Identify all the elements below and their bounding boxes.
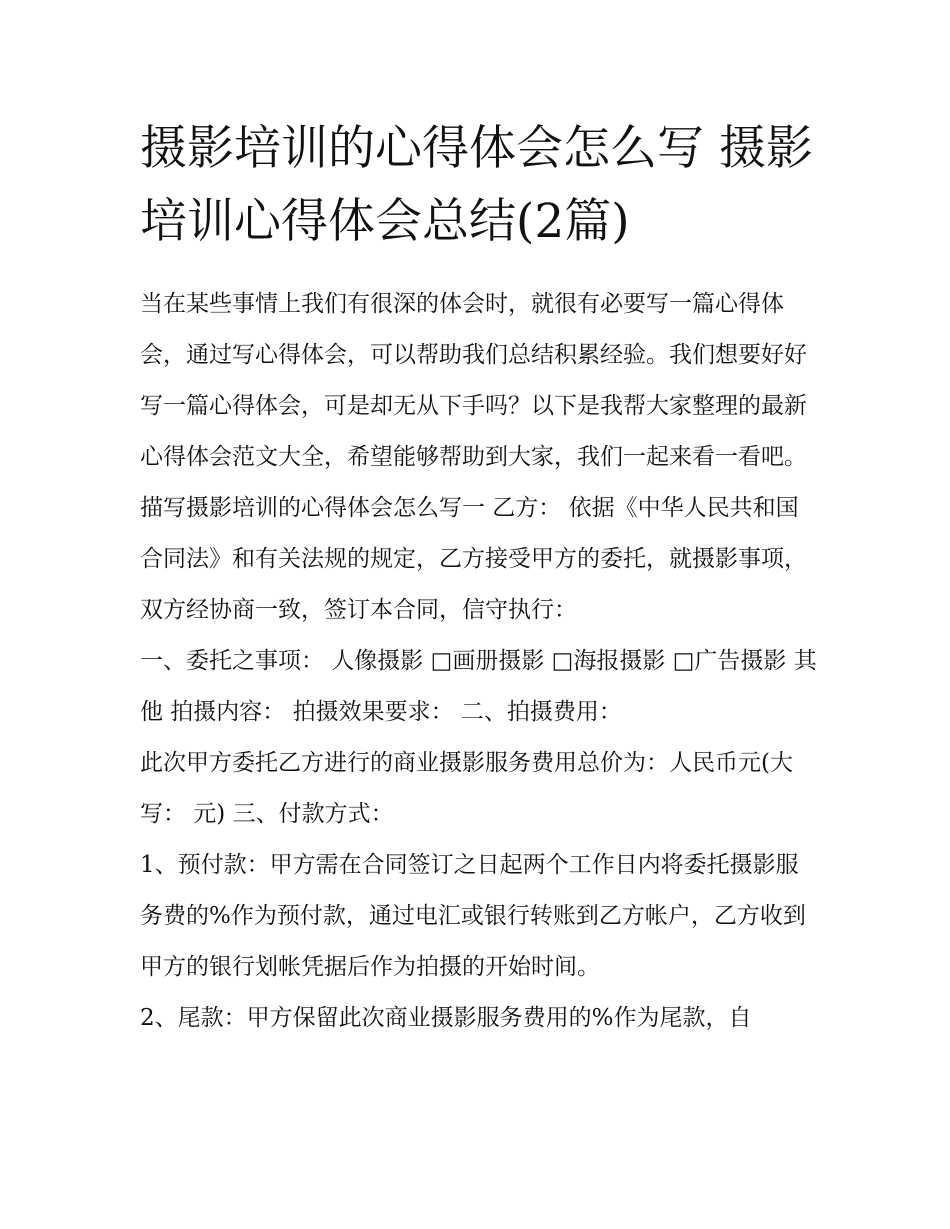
document-title: 摄影培训的心得体会怎么写 摄影培训心得体会总结(2篇) bbox=[140, 121, 813, 249]
fee-paragraph: 此次甲方委托乙方进行的商业摄影服务费用总价为：人民币元(大写： 元) 三、付款方式： bbox=[140, 750, 793, 827]
prepayment-paragraph: 1、预付款：甲方需在合同签订之日起两个工作日内将委托摄影服务费的%作为预付款，通过电汇或银行转账到乙方帐户，乙方收到甲方的银行划帐凭据后作为拍摄的开始时间。 bbox=[140, 852, 806, 980]
commission-items-paragraph: 一、委托之事项： 人像摄影 □画册摄影 □海报摄影 □广告摄影 其他 拍摄内容： 拍摄效果要求： 二、拍摄费用： bbox=[140, 648, 817, 725]
contract-preamble-paragraph: 描写摄影培训的心得体会怎么写一 乙方： 依据《中华人民共和国合同法》和有关法规的规定，乙方接受甲方的委托，就摄影事项，双方经协商一致，签订本合同，信守执行： bbox=[140, 495, 807, 623]
intro-paragraph: 当在某些事情上我们有很深的体会时，就很有必要写一篇心得体会，通过写心得体会，可以帮助我们总结积累经验。我们想要好好写一篇心得体会，可是却无从下手吗？以下是我帮大家整理的最新心得体会范文大全，希望能够帮助到大家，我们一起来看一看吧。 bbox=[140, 291, 807, 470]
document-body bbox=[140, 279, 820, 1044]
final-payment-paragraph: 2、尾款：甲方保留此次商业摄影服务费用的%作为尾款，自 bbox=[140, 1005, 752, 1031]
